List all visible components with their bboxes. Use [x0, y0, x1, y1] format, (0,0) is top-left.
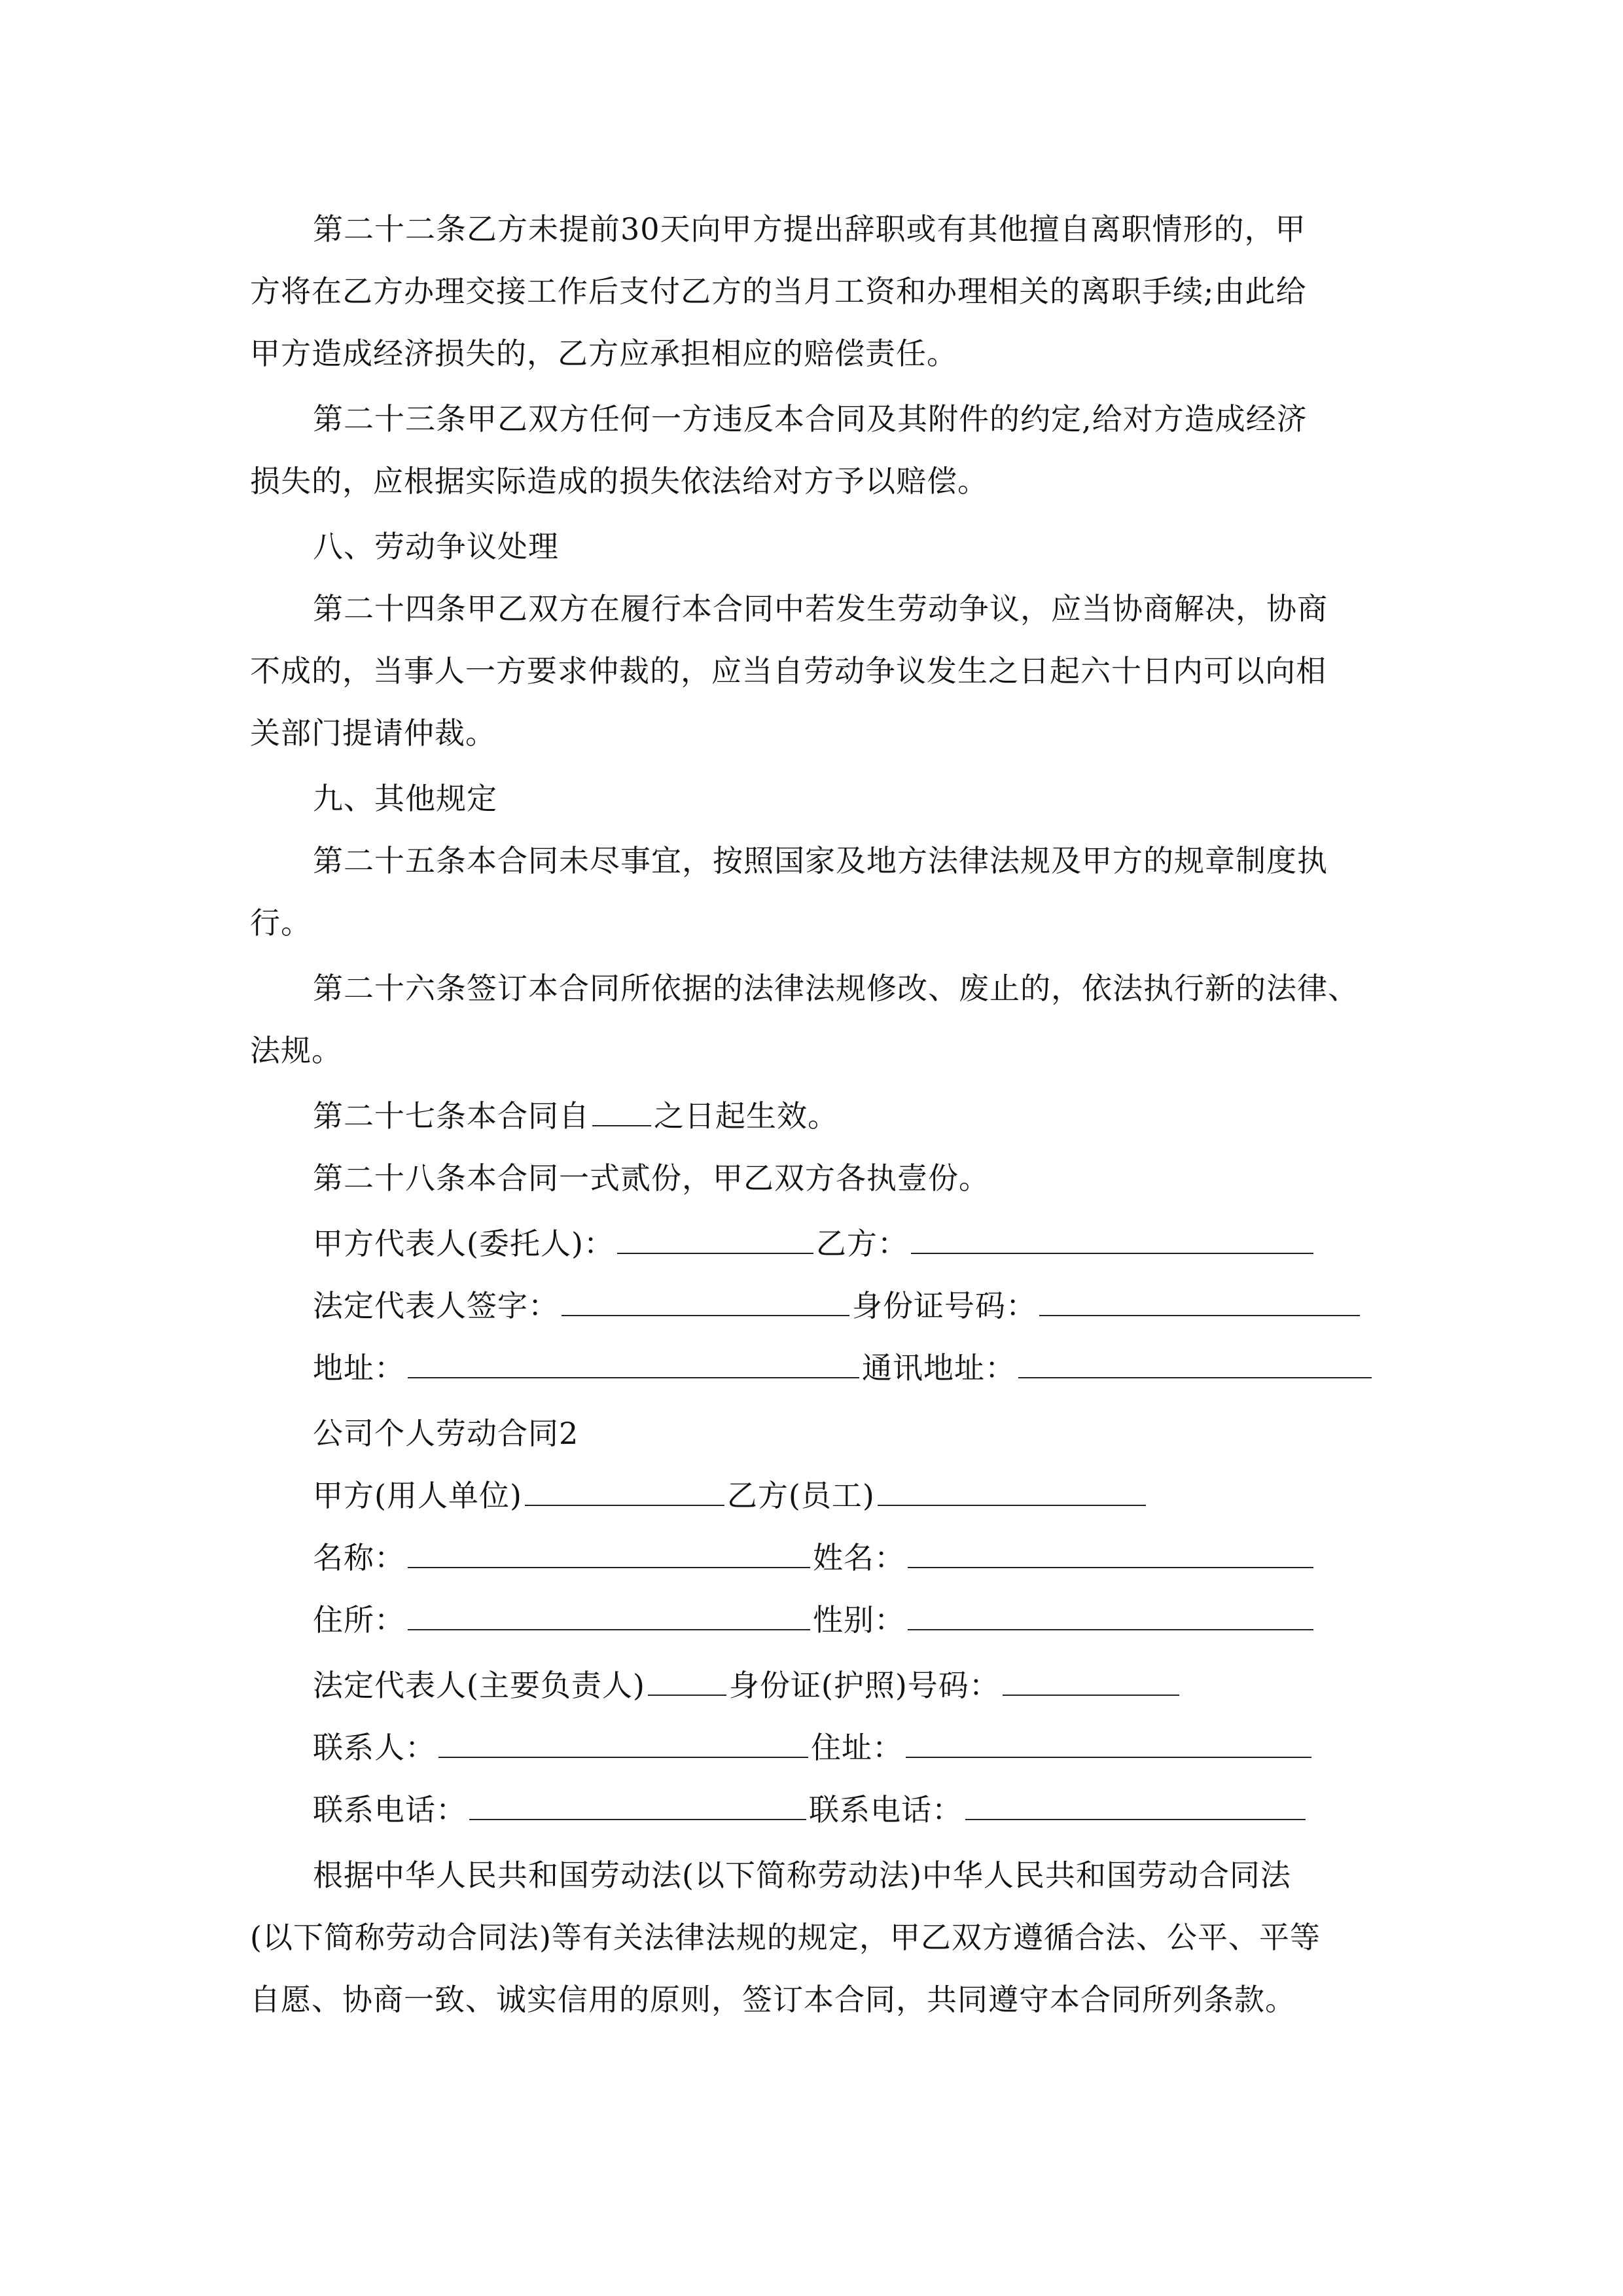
article-27	[313, 1096, 838, 1136]
article-22-line-3: 甲方造成经济损失的，乙方应承担相应的赔偿责任。	[250, 336, 957, 371]
residence-blank[interactable]	[408, 1603, 810, 1630]
contract-2-parties-row	[313, 1476, 1149, 1515]
article-26-line-2: 法规。	[250, 1033, 342, 1068]
legal-sign-blank[interactable]	[562, 1289, 849, 1316]
gender-label: 性别：	[813, 1602, 905, 1638]
party-a-unit-blank[interactable]	[525, 1479, 724, 1506]
article-24-line-3: 关部门提请仲裁。	[250, 715, 496, 751]
article-23-line-1: 第二十三条甲乙双方任何一方违反本合同及其附件的约定,给对方造成经济	[313, 401, 1308, 437]
article-25-line-2: 行。	[250, 905, 312, 941]
contract-2-name-row	[313, 1538, 1316, 1577]
article-27-suffix: 之日起生效。	[654, 1098, 838, 1134]
id-passport-label: 身份证(护照)号码：	[728, 1668, 1000, 1703]
sign-row-3	[313, 1348, 1374, 1388]
party-a-rep-label: 甲方代表人(委托人)：	[313, 1226, 615, 1261]
article-22-line-1: 第二十二条乙方未提前30天向甲方提出辞职或有其他擅自离职情形的，甲	[313, 211, 1306, 247]
id-passport-blank[interactable]	[1003, 1668, 1179, 1696]
legal-rep-blank[interactable]	[648, 1668, 726, 1696]
section-9-heading: 九、其他规定	[313, 781, 497, 816]
phone-a-blank[interactable]	[469, 1793, 806, 1820]
intro-line-1: 根据中华人民共和国劳动法(以下简称劳动法)中华人民共和国劳动合同法	[313, 1857, 1291, 1893]
id-no-label: 身份证号码：	[852, 1288, 1037, 1323]
article-24-line-2: 不成的，当事人一方要求仲裁的，应当自劳动争议发生之日起六十日内可以向相	[250, 653, 1327, 689]
sign-row-1	[313, 1224, 1316, 1263]
legal-sign-label: 法定代表人签字：	[313, 1288, 559, 1323]
addr-label: 住址：	[811, 1730, 903, 1765]
article-23-line-2: 损失的，应根据实际造成的损失依法给对方予以赔偿。	[250, 463, 988, 499]
employee-name-label: 姓名：	[813, 1540, 905, 1575]
id-no-blank[interactable]	[1039, 1289, 1360, 1316]
phone-a-label: 联系电话：	[313, 1792, 467, 1827]
intro-line-3: 自愿、协商一致、诚实信用的原则，签订本合同，共同遵守本合同所列条款。	[250, 1982, 1296, 2017]
address-blank[interactable]	[408, 1351, 859, 1378]
contract-2-residence-row	[313, 1600, 1316, 1640]
party-b-employee-label: 乙方(员工)	[726, 1478, 875, 1513]
party-a-unit-label: 甲方(用人单位)	[313, 1478, 522, 1513]
effective-date-blank[interactable]	[592, 1099, 651, 1126]
company-name-blank[interactable]	[408, 1541, 810, 1568]
section-8-heading: 八、劳动争议处理	[313, 529, 559, 564]
sign-row-2	[313, 1286, 1363, 1325]
article-28: 第二十八条本合同一式贰份，甲乙双方各执壹份。	[313, 1160, 990, 1196]
mail-address-label: 通讯地址：	[862, 1350, 1016, 1386]
party-b-label: 乙方：	[815, 1226, 908, 1261]
contract-2-phone-row	[313, 1790, 1308, 1829]
intro-line-2: (以下简称劳动合同法)等有关法律法规的规定，甲乙双方遵循合法、公平、平等	[250, 1920, 1321, 1955]
article-24-line-1: 第二十四条甲乙双方在履行本合同中若发生劳动争议，应当协商解决，协商	[313, 591, 1328, 626]
legal-rep-label: 法定代表人(主要负责人)	[313, 1668, 645, 1703]
contract-2-title: 公司个人劳动合同2	[313, 1416, 579, 1451]
contact-blank[interactable]	[438, 1731, 808, 1758]
party-b-employee-blank[interactable]	[878, 1479, 1146, 1506]
employee-name-blank[interactable]	[908, 1541, 1313, 1568]
phone-b-blank[interactable]	[965, 1793, 1306, 1820]
contact-label: 联系人：	[313, 1730, 436, 1765]
article-25-line-1: 第二十五条本合同未尽事宜，按照国家及地方法律法规及甲方的规章制度执	[313, 843, 1328, 878]
gender-blank[interactable]	[908, 1603, 1313, 1630]
article-22-line-2: 方将在乙方办理交接工作后支付乙方的当月工资和办理相关的离职手续;由此给	[250, 274, 1307, 309]
company-name-label: 名称：	[313, 1540, 405, 1575]
party-b-blank[interactable]	[911, 1227, 1313, 1254]
article-26-line-1: 第二十六条签订本合同所依据的法律法规修改、废止的，依法执行新的法律、	[313, 971, 1359, 1006]
residence-label: 住所：	[313, 1602, 405, 1638]
article-27-prefix: 第二十七条本合同自	[313, 1098, 590, 1134]
phone-b-label: 联系电话：	[809, 1792, 963, 1827]
contract-2-legal-rep-row	[313, 1666, 1182, 1705]
mail-address-blank[interactable]	[1018, 1351, 1372, 1378]
addr-blank[interactable]	[906, 1731, 1311, 1758]
contract-2-contact-row	[313, 1728, 1314, 1767]
party-a-rep-blank[interactable]	[617, 1227, 813, 1254]
address-label: 地址：	[313, 1350, 405, 1386]
